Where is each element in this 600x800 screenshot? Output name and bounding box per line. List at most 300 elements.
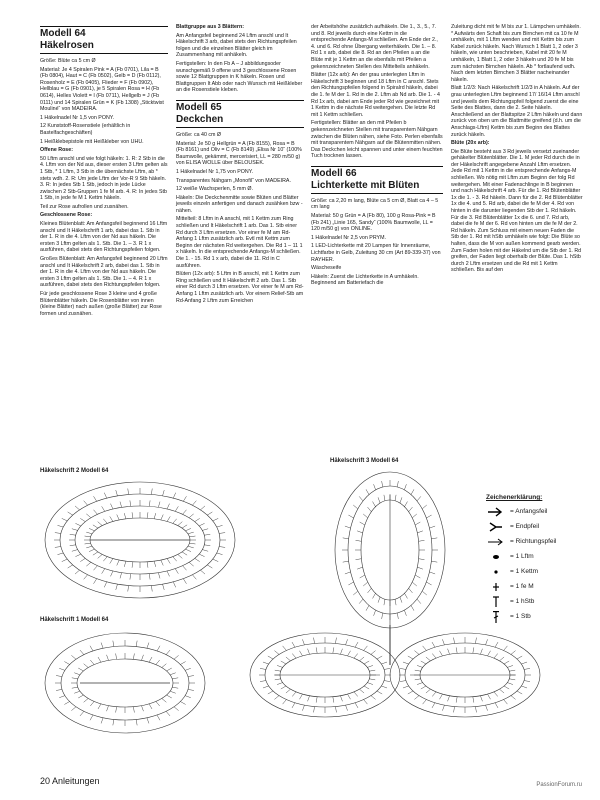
stitch-mark [417, 599, 421, 604]
stitch-mark [374, 610, 376, 616]
stitch-mark [167, 516, 170, 521]
stitch-mark [151, 489, 152, 495]
stitch-mark [217, 525, 223, 527]
stitch-mark [431, 538, 437, 539]
stitch-mark [85, 536, 91, 537]
stitch-mark [167, 695, 172, 698]
stitch-mark [120, 502, 122, 508]
chain-stitch-icon [486, 551, 506, 563]
stitch-mark [356, 540, 362, 541]
stitch-mark [120, 573, 122, 579]
model-65-title: Deckchen [176, 113, 224, 125]
stitch-mark [110, 559, 113, 564]
stitch-mark [277, 683, 283, 685]
stitch-mark [411, 489, 414, 494]
stitch-mark [409, 507, 413, 512]
stitch-mark [56, 689, 62, 690]
stitch-mark [364, 646, 368, 651]
text-leaves-65: Blätter (12x arb): An der grau unterlegten Lftm in Häkelschrift 3 beginnen und 18 Lftm in C anschl. Stets den Richtungspfeilen folgend in Spiralrd häkeln, dabei die 1. fe M der 1. Rd in die 2. Lftm ab Nd arb. Die 1. - 4 Rd 1x arb, dabei am Ende jeder Rd wie gezeichnet mit 1 Kettm in die nächste Rd weitergehen. Die letzte Rd mit 1 Kettm schließen. [311, 72, 440, 118]
stitch-mark [494, 692, 498, 697]
stitch-mark [110, 516, 113, 521]
stitch-mark [178, 522, 183, 526]
stitch-mark [417, 683, 423, 685]
model-66-number: Modell 66 [311, 167, 357, 179]
stitch-mark [86, 532, 92, 534]
stitch-mark [486, 705, 488, 711]
stitch-mark [93, 525, 98, 528]
stitch-mark [166, 650, 170, 655]
stitch-mark [308, 696, 310, 702]
stitch-mark [219, 547, 225, 548]
stitch-mark [170, 673, 176, 675]
stitch-mark [113, 719, 114, 725]
stitch-mark [89, 528, 94, 530]
model-66-header [311, 166, 443, 194]
stitch-mark [454, 638, 455, 644]
stitch-mark [300, 651, 303, 656]
stitch-mark [494, 654, 498, 659]
stitch-mark [422, 591, 427, 595]
stitch-mark [130, 500, 131, 506]
stitch-mark [202, 550, 208, 552]
stitch-mark [357, 531, 363, 533]
stitch-mark [147, 512, 148, 518]
stitch-mark [107, 706, 109, 712]
stitch-mark [432, 692, 436, 697]
stitch-mark [133, 653, 134, 659]
direction-arrow-icon [486, 536, 506, 548]
stitch-mark [207, 565, 212, 568]
stitch-mark [281, 661, 286, 664]
stitch-mark [292, 692, 296, 697]
stitch-mark [185, 696, 191, 698]
crochet-chart-2 [40, 478, 240, 603]
stitch-mark [426, 689, 431, 693]
text-soap-66: Wäscheseife [311, 265, 342, 272]
stitch-mark [56, 676, 62, 677]
stitch-mark [268, 691, 273, 694]
stitch-mark [364, 661, 369, 664]
stitch-mark [268, 656, 273, 659]
stitch-mark [359, 496, 363, 501]
stitch-mark [423, 646, 427, 651]
stitch-mark [355, 703, 358, 708]
stitch-mark [199, 523, 204, 525]
stitch-mark [113, 641, 114, 647]
text-leaf-group: Am Anfangsfeil beginnend 24 Lftm anschl und It Häkelschrift 3 arb, dabei stets den Richtungspfeilen folgen und die einzelnen Blätter gleich im Zusammenhang mit anhäkeln. [176, 32, 297, 59]
stitch-mark [346, 705, 348, 711]
subheading-leaf-group: Blattgruppe aus 3 Blättern: [176, 24, 244, 30]
stitch-mark [521, 686, 527, 688]
stitch-mark [136, 719, 137, 725]
stitch-mark [173, 582, 175, 587]
stitch-mark [421, 686, 426, 689]
stitch-mark [384, 495, 385, 501]
stitch-mark [404, 610, 406, 616]
stitch-mark [509, 679, 515, 680]
stitch-mark [486, 639, 488, 645]
stitch-mark [417, 496, 421, 501]
stitch-mark [162, 698, 167, 702]
stitch-mark [213, 518, 218, 520]
stitch-mark [507, 665, 513, 667]
stitch-mark [417, 531, 423, 533]
stitch-mark [72, 550, 78, 552]
stitch-mark [86, 514, 91, 518]
stitch-mark [448, 649, 450, 655]
stitch-mark [359, 657, 364, 661]
stitch-mark [367, 683, 373, 685]
stitch-mark [75, 554, 80, 556]
stitch-mark [55, 533, 61, 534]
stitch-mark [102, 569, 105, 574]
stitch-mark [64, 662, 69, 665]
legend-title: Zeichenerklärung: [486, 494, 543, 501]
stitch-mark [147, 718, 149, 724]
legend-label: = 1 Stb [510, 613, 531, 620]
stitch-mark [85, 543, 91, 544]
stitch-mark [57, 525, 63, 527]
stitch-mark [511, 651, 516, 655]
stitch-mark [340, 649, 342, 655]
stitch-mark [75, 570, 80, 574]
stitch-mark [185, 528, 190, 530]
text-crochet-66: Häkeln: Zuerst die Lichterkette in A umhäkeln. Beginnend am Batteriefach die [311, 273, 419, 287]
stitch-mark [116, 653, 117, 659]
stitch-mark [400, 681, 406, 682]
stitch-mark [456, 697, 457, 703]
stitch-mark [75, 523, 80, 525]
stitch-mark [98, 554, 103, 558]
text-glue: 1 Heißklebepistole mit Heißkleber von UHU. [40, 138, 144, 145]
stitch-mark [442, 705, 444, 711]
stitch-mark [90, 701, 94, 706]
stitch-mark [348, 582, 353, 585]
stitch-mark [378, 497, 380, 503]
stitch-mark [59, 696, 65, 698]
text-material-65: Material: Je 50 g Hellgrün = A (Fb 8155), Rosa = B (Fb 8161) und Oliv = C (Fb 8149) „Elisa Nr 10“ (100% Baumwolle, gekämmt, mercerisiert, LL = 280 m/50 g) von ELISA WOLLE über BELOUSEK. [176, 140, 302, 167]
stitch-mark [377, 691, 382, 694]
stitch-mark [189, 514, 194, 518]
text-needle: 1 Häkelnadel Nr 1,5 von PONY. [40, 114, 115, 121]
stitch-mark [475, 638, 476, 644]
stitch-mark [369, 679, 375, 680]
legend-item-direction-arrow [486, 534, 586, 549]
stitch-mark [167, 668, 172, 671]
stitch-mark [360, 522, 365, 525]
stitch-mark [70, 534, 76, 535]
legend-item-half-double [486, 594, 586, 609]
stitch-mark [90, 715, 93, 720]
stitch-mark [400, 668, 406, 669]
stitch-mark [400, 497, 402, 503]
stitch-mark [405, 502, 408, 507]
stitch-mark [62, 518, 67, 520]
stitch-mark [64, 702, 69, 705]
stitch-mark [292, 642, 295, 647]
stitch-mark [130, 574, 131, 580]
stitch-mark [403, 686, 409, 688]
stitch-mark [217, 553, 223, 555]
stitch-mark [488, 694, 491, 699]
stitch-mark [90, 646, 93, 651]
stitch-mark [517, 691, 522, 694]
stitch-mark [353, 591, 358, 595]
stitch-mark [132, 512, 133, 518]
text-leaf-66: Blatt 1/2/3: Nach Häkelschrift 1/2/3 in A häkeln. Auf der grau unterlegten Lftm beginnend 17/ 16/14 Lftm anschl und jeweils dem Richtungspfeil folgend zuerst die eine Seite des Blattes, dann die 2. Seite häkeln. Anschließend an der Blattspitze 2 Lftm häkeln und dann zurück von oben um die Blattmitte greifend (d.h. um die Anschlags-Lftm) Kettm bis zum Beginn des Blattes zurück häkeln. [451, 85, 583, 138]
stitch-mark [382, 481, 383, 487]
stitch-mark [359, 599, 363, 604]
stitch-mark [175, 506, 178, 511]
stitch-mark [57, 553, 63, 555]
stitch-mark [384, 668, 390, 669]
stitch-mark [456, 647, 457, 653]
stitch-mark [117, 560, 119, 565]
legend-label: = 1 fe M [510, 583, 534, 590]
stitch-mark [345, 572, 351, 574]
stitch-mark [154, 513, 156, 519]
stitch-mark [300, 694, 303, 699]
stitch-mark [473, 697, 474, 703]
stitch-mark [157, 646, 160, 651]
stitch-mark [404, 484, 406, 490]
stitch-mark [116, 707, 117, 713]
subheading-open-rose: Offene Rose: [40, 147, 73, 154]
model-64-number: Modell 64 [40, 28, 86, 39]
stitch-mark [286, 657, 291, 661]
stitch-mark [78, 695, 83, 698]
stitch-mark [521, 662, 527, 664]
stitch-mark [156, 701, 160, 706]
stitch-mark [366, 489, 369, 494]
text-cable-66: Zuleitung dicht mit fe M bis zur 1. Lämpchen umhäkeln. * Aufwärts den Schaft bis zum Birnchen mit ca 10 fe M umhäkeln, mit 1 Lftm wenden und mit Kettm bis zum Kabel zurück häkeln. Nach Wunsch 1 Blatt 1, 2 oder 3 häkeln, wie unten beschrieben, Kabel mit 20 fe M umhäkeln, 1 Blatt 1, 2 oder 3 häkeln und 20 fe M bis zum nächsten Birnchen häkeln. Ab * fortlaufend wdh. Nach dem letzten Birnchen 3 Blätter nacheinander häkeln. [451, 24, 581, 83]
text-flowers-65: Blüten (12x arb): 5 Lftm in B anschl, mit 1 Kettm zum Ring schließen und It Häkelschrift 2 arb. Das 1. Stb einer Rd durch 3 Lftm ersetzen. Vor einer fe M am Rd-Anfang 1 Lftm zusätzlich arb. Vor einem Relief-Stb am Rd-Anfang 2 Lftm zum Erreichen [176, 271, 304, 304]
stitch-mark [369, 670, 375, 671]
stitch-mark [263, 662, 269, 664]
stitch-mark [415, 670, 421, 671]
model-64-header [40, 26, 168, 54]
stitch-mark [174, 655, 179, 659]
stitch-mark [374, 484, 376, 490]
stitch-mark [70, 545, 76, 546]
stitch-mark [128, 489, 129, 495]
stitch-mark [172, 678, 178, 679]
stitch-mark [204, 534, 210, 535]
stitch-mark [340, 696, 342, 702]
stitch-mark [136, 641, 137, 647]
subheading-closed-rose: Geschlossene Rose: [40, 212, 93, 219]
stitch-mark [507, 683, 513, 685]
stitch-mark [149, 704, 152, 709]
stitch-mark [381, 662, 387, 664]
end-arrow-icon [486, 521, 506, 533]
stitch-mark [274, 696, 279, 700]
stitch-mark [405, 593, 408, 598]
stitch-mark [94, 496, 97, 501]
stitch-mark [366, 605, 369, 610]
stitch-mark [292, 703, 295, 708]
stitch-mark [302, 705, 304, 711]
stitch-mark [68, 512, 73, 515]
stitch-mark [183, 566, 187, 571]
stitch-mark [408, 656, 413, 659]
diagram-2-label: Häkelschrift 2 Modell 64 [40, 468, 109, 474]
text-size-65: Größe: ca 40 cm Ø [176, 131, 222, 138]
stitch-mark [59, 668, 65, 670]
stitch-mark [381, 686, 387, 688]
text-material-66: Material: 50 g Grün = A (Fb 80), 100 g Rosa-Pink = B (Fb 241) „Linie 165, Sandy“ (100% Baumwolle, LL = 120 m/50 g) von ONLINE. [311, 213, 436, 233]
stitch-mark [308, 649, 310, 655]
stitch-mark [283, 700, 287, 705]
stitch-mark [154, 561, 156, 567]
stitch-mark [173, 519, 177, 524]
stitch-mark [178, 554, 183, 558]
stitch-mark [395, 599, 396, 605]
stitch-mark [499, 657, 504, 661]
stitch-mark [133, 707, 134, 713]
stitch-mark [84, 698, 89, 702]
stitch-mark [426, 657, 431, 661]
text-closed-rose-assembly: Für jede geschlossene Rose 3 kleine und 4 große Blütenblätter häkeln. Die Rosenblätter von innen (kleine Blätter) nach außen (große Blätter) zur Rose formen und zusnähen. [40, 291, 162, 317]
stitch-mark [124, 561, 126, 567]
stitch-mark [415, 522, 420, 525]
stitch-mark [363, 514, 368, 518]
text-center-65: Mittelteil: 8 Lftm in A anschl, mit 1 Kettm zum Ring schließen und It Häkelschrift 1 arb. Das 1. Stb einer Rd durch 3 Lftm ersetzen. Vor einer fe M am Rd-Anfang 1 Lftm zusätzlich arb. Evtl mit Kettm zum Beginn der nächsten Rd weitergehen. Die Rd 1 – 11 1 x häkeln. In die entsprechende Anfangs-M schließen. Die 1. - 15. Rd 1 x arb, dabei die 11. Rd in C ausführen. [176, 216, 303, 269]
stitch-mark [274, 651, 279, 655]
stitch-mark [156, 660, 160, 665]
stitch-mark [213, 559, 218, 561]
stitch-mark [419, 559, 425, 560]
stitch-mark [98, 704, 101, 709]
text-small-petal: Kleines Blütenblatt: Am Anfangsfeil beginnend 16 Lftm anschl und It Häkelschrift 1 arb, dabei das 1. Stb in der 1. R in die 4. Lftm von der Nd aus häkeln. Die ersten 3 Lftm gelten als 1. Stb. Die 1. – 3. R 1 x ausführen, dabei stets den Richtungspfeilen folgen. [40, 221, 168, 254]
stitch-mark [173, 493, 175, 498]
page-footer: 20 Anleitungen [40, 776, 100, 786]
stitch-mark [356, 559, 362, 560]
stitch-mark [219, 533, 225, 534]
stitch-mark [101, 718, 103, 724]
half-double-crochet-icon [486, 596, 506, 608]
stitch-mark [161, 515, 163, 520]
stitch-mark [373, 593, 376, 598]
stitch-mark [364, 686, 369, 689]
stitch-mark [357, 567, 363, 569]
stitch-mark [132, 562, 133, 568]
stitch-mark [80, 558, 85, 561]
stitch-mark [182, 525, 187, 528]
model-65-number: Modell 65 [176, 101, 222, 113]
stitch-mark [78, 668, 83, 671]
diagram-3-label: Häkelschrift 3 Modell 64 [330, 458, 399, 464]
stitch-mark [182, 552, 187, 555]
stitch-mark [377, 656, 382, 659]
text-needle-65: 1 Häkelnadel Nr 1,75 von PONY. [176, 168, 254, 175]
stitch-mark [84, 501, 88, 506]
stitch-mark [432, 654, 436, 659]
stitch-mark [116, 490, 118, 496]
stitch-mark [397, 613, 398, 619]
stitch-mark [426, 582, 431, 585]
stitch-mark [314, 638, 315, 644]
stitch-mark [316, 697, 317, 703]
stitch-mark [363, 582, 368, 586]
stitch-mark [158, 502, 160, 508]
stitch-mark [495, 642, 498, 647]
stitch-mark [188, 676, 194, 677]
stitch-mark [403, 662, 409, 664]
stitch-mark [185, 549, 190, 551]
stitch-mark [367, 665, 373, 667]
stitch-mark [149, 657, 152, 662]
stitch-mark [335, 707, 336, 713]
stitch-mark [316, 647, 317, 653]
stitch-mark [368, 507, 372, 512]
stitch-mark [373, 502, 376, 507]
stitch-mark [345, 526, 351, 528]
text-finishing-64: Fertigstellen: In den Fb A – J abbildungsoder wunschgemäß 9 offene und 3 geschlossene Rosen sowie 12 Blattgruppen in K häkeln. Rosen und Blattgruppen It Abb oder nach Wunsch mit Heißkleber an die Rosenstiele kleben. [176, 60, 303, 94]
crochet-chart-1 [40, 628, 210, 738]
stitch-mark [74, 691, 80, 693]
stitch-mark [504, 700, 508, 705]
stitch-mark [495, 703, 498, 708]
stitch-mark [333, 647, 334, 653]
stitch-mark [432, 703, 435, 708]
legend-item-start-arrow [486, 504, 586, 519]
stitch-mark [117, 515, 119, 520]
text-crochet-65: Häkeln: Die Deckchenmitte sowie Blüten und Blätter jeweils einzeln anfertigen und danach zusähken bzw -nähen. [176, 194, 303, 214]
stitch-mark [348, 651, 351, 656]
stitch-mark [103, 557, 107, 562]
stitch-mark [499, 689, 504, 693]
stitch-mark [382, 613, 383, 619]
stitch-mark [172, 687, 178, 688]
stitch-mark [195, 518, 200, 521]
stitch-mark [72, 529, 78, 531]
stitch-mark [141, 706, 143, 712]
stitch-mark [202, 529, 208, 531]
stitch-mark [188, 689, 194, 690]
stitch-mark [292, 654, 296, 659]
stitch-mark [93, 552, 98, 555]
legend-item-double [486, 609, 586, 624]
stitch-mark [314, 707, 315, 713]
stitch-mark [415, 679, 421, 680]
stitch-mark [473, 647, 474, 653]
stitch-mark [448, 696, 450, 702]
stitch-mark [185, 668, 191, 670]
stitch-mark [94, 566, 98, 571]
legend-label: = Richtungspfeil [510, 538, 557, 545]
stitch-mark [116, 584, 118, 590]
stitch-mark [170, 691, 176, 693]
stitch-mark [147, 562, 148, 568]
stitch-mark [283, 646, 287, 651]
stitch-mark [442, 639, 444, 645]
stitch-mark [163, 490, 165, 496]
stitch-mark [72, 687, 78, 688]
stitch-mark [94, 579, 97, 584]
model-64-title: Häkelrosen [40, 40, 94, 51]
legend [486, 494, 586, 624]
diagram-1-label: Häkelschrift 1 Modell 64 [40, 617, 109, 623]
stitch-mark [71, 707, 76, 711]
stitch-mark [71, 655, 76, 659]
stitch-mark [192, 501, 196, 506]
stitch-mark [147, 643, 149, 649]
stitch-mark [275, 679, 281, 680]
stitch-mark [260, 668, 266, 669]
stitch-mark [166, 711, 170, 716]
stitch-mark [359, 689, 364, 693]
